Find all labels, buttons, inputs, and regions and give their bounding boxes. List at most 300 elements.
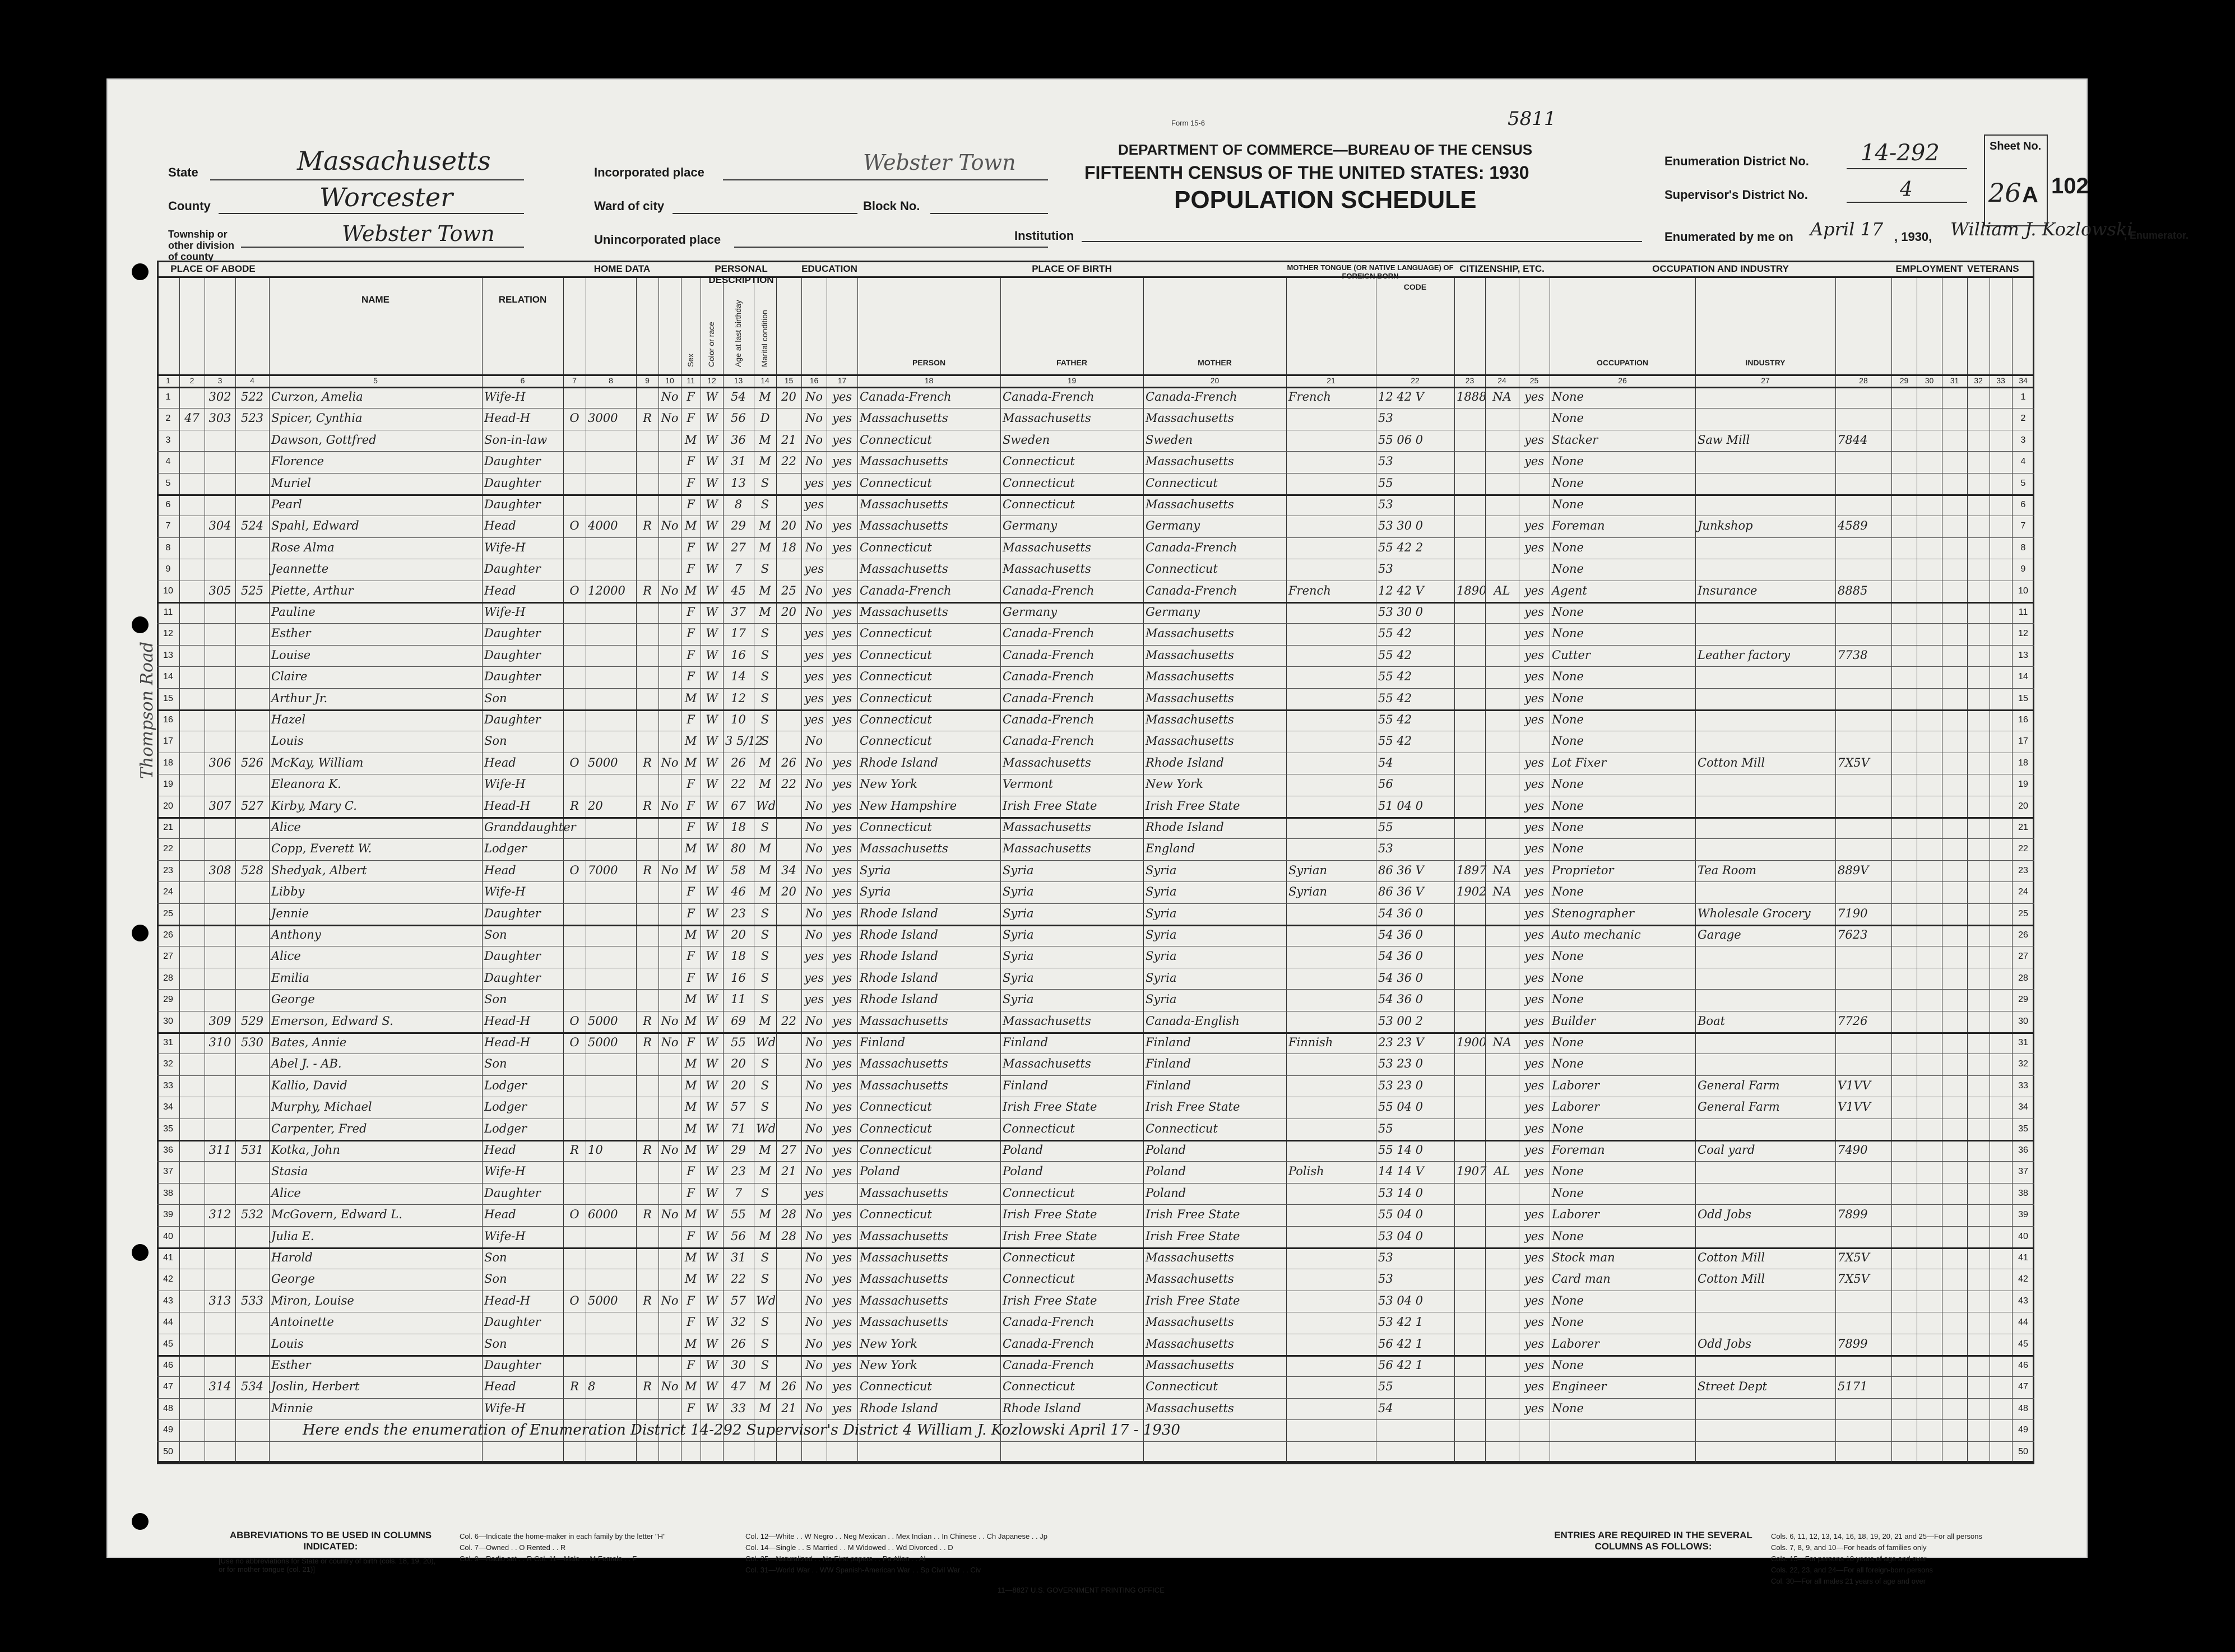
- cell-sex: F: [687, 627, 695, 641]
- cell-sex: F: [687, 390, 695, 403]
- cell-sex: F: [687, 670, 695, 684]
- agency-title: DEPARTMENT OF COMMERCE—BUREAU OF THE CENSUS: [1118, 141, 1533, 158]
- cell-mpob: Massachusetts: [1146, 454, 1234, 468]
- cell-house: 309: [208, 1014, 231, 1028]
- cell-code: 53 04 0: [1378, 1229, 1423, 1243]
- cell-age: 20: [731, 1057, 746, 1071]
- cell-rel: Head: [484, 1208, 516, 1222]
- cell-nat: AL: [1494, 583, 1510, 597]
- row-number: 34: [163, 1102, 173, 1112]
- cell-eng: yes: [1524, 971, 1545, 985]
- row-number: 19: [2018, 779, 2028, 790]
- column-index: 17: [837, 376, 847, 385]
- cell-race: W: [706, 1358, 718, 1372]
- entries-rule-3: Cols. 15—For persons 10 years of age and over: [1771, 1554, 1927, 1563]
- cell-radio: R: [643, 1208, 652, 1222]
- column-index: 18: [924, 376, 934, 385]
- cell-fpob: Finland: [1003, 1036, 1049, 1049]
- row-number: 6: [2020, 500, 2026, 509]
- cell-name: Curzon, Amelia: [271, 390, 363, 403]
- row-divider: [157, 1161, 2034, 1162]
- cell-mpob: Rhode Island: [1146, 755, 1224, 769]
- column-header-industry: INDUSTRY: [1745, 358, 1786, 367]
- cell-rel: Wife-H: [484, 885, 526, 899]
- row-number: 37: [2018, 1167, 2028, 1177]
- row-number: 34: [2018, 1102, 2028, 1112]
- column-divider: [1454, 276, 1455, 1463]
- row-number: 40: [2018, 1231, 2028, 1241]
- cell-rel: Head-H: [484, 799, 531, 813]
- cell-occ: Stenographer: [1552, 906, 1634, 920]
- cell-code: 56: [1378, 777, 1393, 791]
- cell-radio: R: [643, 411, 652, 425]
- column-index: 1: [166, 376, 170, 385]
- cell-radio: R: [643, 1143, 652, 1157]
- column-group-abode: PLACE OF ABODE: [170, 263, 256, 274]
- cell-race: W: [706, 885, 718, 899]
- row-divider: [157, 1140, 2034, 1141]
- column-index: 15: [784, 376, 794, 385]
- cell-pob: Massachusetts: [860, 562, 948, 576]
- cell-school: No: [805, 842, 823, 856]
- cell-mpob: Connecticut: [1146, 476, 1218, 490]
- cell-pob: Massachusetts: [860, 1186, 948, 1200]
- column-header-father: FATHER: [1056, 358, 1087, 367]
- cell-name: Emilia: [271, 971, 309, 985]
- cell-farm: No: [661, 1036, 679, 1049]
- row-divider: [157, 881, 2034, 882]
- cell-school: No: [805, 1100, 823, 1114]
- cell-pob: Canada-French: [860, 390, 952, 403]
- row-divider: [157, 408, 2034, 409]
- cell-pob: Connecticut: [860, 476, 932, 490]
- cell-age: 7: [734, 562, 743, 576]
- cell-eng: yes: [1524, 992, 1545, 1006]
- column-index: 19: [1067, 376, 1077, 385]
- cell-school: No: [805, 755, 823, 769]
- row-number: 10: [163, 586, 173, 596]
- cell-name: Alice: [271, 820, 301, 834]
- cell-fpob: Connecticut: [1003, 498, 1075, 511]
- cell-age: 57: [731, 1293, 746, 1307]
- cell-pob: Massachusetts: [860, 1293, 948, 1307]
- cell-age: 22: [731, 777, 746, 791]
- cell-mar: S: [761, 1337, 769, 1351]
- cell-school: yes: [804, 562, 824, 576]
- cell-read: yes: [832, 1036, 852, 1049]
- cell-sex: F: [687, 971, 695, 985]
- cell-mar: S: [761, 906, 769, 920]
- cell-race: W: [706, 1014, 718, 1028]
- cell-name: Kirby, Mary C.: [271, 799, 357, 813]
- supervisor-value: 4: [1900, 178, 1913, 201]
- population-table: [157, 261, 2034, 1463]
- cell-name: McGovern, Edward L.: [271, 1208, 402, 1222]
- cell-race: W: [706, 1208, 718, 1222]
- cell-sex: F: [687, 1229, 695, 1243]
- cell-mar: S: [761, 713, 769, 726]
- cell-own: O: [569, 1036, 579, 1049]
- cell-fpob: Syria: [1003, 971, 1034, 985]
- cell-read: yes: [832, 1401, 852, 1415]
- cell-school: No: [805, 605, 823, 619]
- column-divider: [563, 276, 564, 1463]
- cell-ind: Boat: [1698, 1014, 1726, 1028]
- cell-age: 29: [731, 1143, 746, 1157]
- cell-race: W: [706, 1100, 718, 1114]
- cell-pob: Rhode Island: [860, 949, 938, 963]
- cell-rel: Head-H: [484, 1036, 531, 1049]
- cell-name: Abel J. - AB.: [271, 1057, 342, 1071]
- cell-pob: New York: [860, 1358, 917, 1372]
- cell-read: yes: [832, 928, 852, 941]
- cell-house: 302: [208, 390, 231, 403]
- cell-code: 53: [1378, 842, 1393, 856]
- cell-rel: Daughter: [484, 713, 541, 726]
- cell-fpob: Connecticut: [1003, 476, 1075, 490]
- cell-name: Spahl, Edward: [271, 519, 359, 533]
- cell-occ: None: [1552, 1229, 1584, 1243]
- cell-age: 37: [731, 605, 746, 619]
- cell-code: 55 42: [1378, 627, 1412, 641]
- row-divider: [157, 925, 2034, 926]
- cell-school: yes: [804, 627, 824, 641]
- cell-school: yes: [804, 691, 824, 705]
- row-number: 21: [163, 823, 173, 832]
- cell-sex: M: [684, 1380, 697, 1394]
- cell-val: 8: [588, 1380, 596, 1394]
- cell-pob: Massachusetts: [860, 605, 948, 619]
- cell-occ: Cutter: [1552, 648, 1591, 662]
- cell-occ: None: [1552, 885, 1584, 899]
- cell-read: yes: [832, 1100, 852, 1114]
- abbrev-col31: Col. 31—World War . . WW Spanish-American War . . Sp Civil War . . Civ: [745, 1566, 981, 1574]
- cell-mpob: Massachusetts: [1146, 691, 1234, 705]
- cell-occ: Foreman: [1552, 1143, 1605, 1157]
- cell-val: 20: [588, 799, 603, 813]
- cell-name: Murphy, Michael: [271, 1100, 372, 1114]
- cell-code: 51 04 0: [1378, 799, 1423, 813]
- cell-occ: None: [1552, 498, 1584, 511]
- cell-icode: 7X5V: [1838, 1251, 1870, 1264]
- cell-rel: Son: [484, 1337, 507, 1351]
- cell-read: yes: [832, 691, 852, 705]
- cell-name: Louise: [271, 648, 311, 662]
- cell-read: yes: [832, 885, 852, 899]
- cell-school: No: [805, 454, 823, 468]
- column-index: 6: [520, 376, 525, 385]
- cell-school: No: [805, 1337, 823, 1351]
- cell-code: 53 04 0: [1378, 1293, 1423, 1307]
- cell-race: W: [706, 842, 718, 856]
- cell-sex: F: [687, 1186, 695, 1200]
- cell-mar: S: [761, 992, 769, 1006]
- supervisor-line: [1847, 202, 1967, 203]
- row-number: 41: [2018, 1253, 2028, 1263]
- cell-pob: Rhode Island: [860, 1401, 938, 1415]
- cell-mar: S: [761, 1272, 769, 1286]
- sheet-page: 102: [2051, 174, 2089, 198]
- cell-sex: M: [684, 1121, 697, 1135]
- cell-eng: yes: [1524, 1293, 1545, 1307]
- cell-occ: None: [1552, 627, 1584, 641]
- cell-school: No: [805, 583, 823, 597]
- cell-code: 86 36 V: [1378, 885, 1424, 899]
- column-index: 12: [707, 376, 716, 385]
- cell-mar: S: [761, 1315, 769, 1329]
- row-number: 27: [2018, 952, 2028, 962]
- cell-school: No: [805, 1164, 823, 1178]
- cell-school: No: [805, 1401, 823, 1415]
- cell-code: 55: [1378, 476, 1393, 490]
- cell-sex: M: [684, 691, 697, 705]
- cell-mar: M: [759, 1014, 771, 1028]
- cell-age: 55: [731, 1036, 746, 1049]
- cell-age: 36: [731, 433, 746, 447]
- cell-mar: M: [759, 583, 771, 597]
- cell-fpob: Canada-French: [1003, 1315, 1095, 1329]
- cell-race: W: [706, 992, 718, 1006]
- cell-sex: M: [684, 734, 697, 748]
- cell-race: W: [706, 562, 718, 576]
- header-bottom: [157, 387, 2034, 388]
- column-header-person: PERSON: [912, 358, 946, 367]
- cell-age: 20: [731, 928, 746, 941]
- supervisor-label: Supervisor's District No.: [1664, 188, 1808, 202]
- cell-icode: 7490: [1838, 1143, 1868, 1157]
- sheet-label: Sheet No.: [1990, 140, 2042, 152]
- cell-sex: F: [687, 411, 695, 425]
- cell-age: 3 5/12: [725, 734, 763, 748]
- cell-pob: Massachusetts: [860, 1229, 948, 1243]
- row-number: 5: [2020, 478, 2026, 488]
- cell-occ: None: [1552, 992, 1584, 1006]
- cell-rel: Son: [484, 1251, 507, 1264]
- cell-agem: 28: [781, 1208, 796, 1222]
- cell-age: 32: [731, 1315, 746, 1329]
- cell-mpob: Canada-French: [1146, 540, 1237, 554]
- cell-eng: yes: [1524, 1100, 1545, 1114]
- cell-race: W: [706, 928, 718, 941]
- cell-rel: Son: [484, 992, 507, 1006]
- cell-house: 307: [208, 799, 231, 813]
- cell-fpob: Poland: [1003, 1143, 1044, 1157]
- cell-read: yes: [832, 1315, 852, 1329]
- cell-fam: 522: [240, 390, 264, 403]
- row-number: 24: [163, 887, 173, 897]
- cell-age: 8: [734, 498, 743, 511]
- cell-fpob: Massachusetts: [1003, 842, 1091, 856]
- row-number: 35: [2018, 1124, 2028, 1134]
- cell-occ: None: [1552, 949, 1584, 963]
- column-group-name: NAME: [361, 294, 390, 305]
- cell-read: yes: [832, 1337, 852, 1351]
- row-number: 44: [163, 1317, 173, 1328]
- row-number: 42: [2018, 1274, 2028, 1284]
- incorporated-value: Webster Town: [863, 150, 1016, 175]
- cell-school: No: [805, 885, 823, 899]
- cell-mar: M: [759, 390, 771, 403]
- cell-school: No: [805, 433, 823, 447]
- cell-sex: F: [687, 885, 695, 899]
- cell-sex: F: [687, 562, 695, 576]
- cell-name: Muriel: [271, 476, 311, 490]
- cell-sex: F: [687, 454, 695, 468]
- enum-district-line: [1847, 168, 1967, 169]
- institution-line: [1082, 241, 1642, 242]
- cell-read: yes: [832, 1272, 852, 1286]
- cell-pob: Connecticut: [860, 1143, 932, 1157]
- cell-occ: None: [1552, 390, 1584, 403]
- row-number: 37: [163, 1167, 173, 1177]
- cell-farm: No: [661, 583, 679, 597]
- cell-rel: Daughter: [484, 562, 541, 576]
- cell-pob: Massachusetts: [860, 1315, 948, 1329]
- cell-mar: M: [759, 605, 771, 619]
- cell-eng: yes: [1524, 433, 1545, 447]
- cell-read: yes: [832, 605, 852, 619]
- cell-code: 55 04 0: [1378, 1208, 1423, 1222]
- cell-fpob: Canada-French: [1003, 734, 1095, 748]
- cell-school: No: [805, 411, 823, 425]
- cell-fpob: Irish Free State: [1003, 1100, 1097, 1114]
- cell-mpob: Poland: [1146, 1143, 1186, 1157]
- enumerated-date: April 17: [1810, 219, 1884, 240]
- column-index: 20: [1210, 376, 1219, 385]
- cell-fam: 523: [240, 411, 264, 425]
- cell-race: W: [706, 906, 718, 920]
- header-bottom: [157, 374, 2034, 376]
- entries-rule-1: Cols. 6, 11, 12, 13, 14, 16, 18, 19, 20, 21 and 25—For all persons: [1771, 1532, 1982, 1540]
- cell-code: 53: [1378, 1251, 1393, 1264]
- cell-val: 4000: [588, 519, 618, 533]
- cell-age: 12: [731, 691, 746, 705]
- row-divider: [157, 989, 2034, 990]
- cell-eng: yes: [1524, 799, 1545, 813]
- cell-mpob: Massachusetts: [1146, 1358, 1234, 1372]
- cell-name: Emerson, Edward S.: [271, 1014, 393, 1028]
- cell-mpob: Syria: [1146, 863, 1177, 877]
- cell-mar: M: [759, 540, 771, 554]
- cell-school: yes: [804, 713, 824, 726]
- cell-age: 58: [731, 863, 746, 877]
- row-number: 4: [2020, 457, 2026, 467]
- cell-race: W: [706, 1229, 718, 1243]
- row-number: 10: [2018, 586, 2028, 596]
- cell-fpob: Canada-French: [1003, 583, 1095, 597]
- cell-mpob: Syria: [1146, 885, 1177, 899]
- cell-rel: Daughter: [484, 1315, 541, 1329]
- cell-mpob: Syria: [1146, 971, 1177, 985]
- cell-tongue: Syrian: [1288, 885, 1328, 899]
- cell-name: Stasia: [271, 1164, 308, 1178]
- cell-eng: yes: [1524, 1401, 1545, 1415]
- cell-occ: Foreman: [1552, 519, 1605, 533]
- unincorporated-line: [734, 247, 1048, 248]
- cell-eng: yes: [1524, 1208, 1545, 1222]
- cell-age: 69: [731, 1014, 746, 1028]
- cell-mpob: Irish Free State: [1146, 1229, 1240, 1243]
- cell-mpob: Massachusetts: [1146, 648, 1234, 662]
- cell-eng: yes: [1524, 1251, 1545, 1264]
- cell-race: W: [706, 755, 718, 769]
- cell-rel: Son: [484, 1057, 507, 1071]
- cell-race: W: [706, 1251, 718, 1264]
- cell-age: 16: [731, 648, 746, 662]
- cell-rel: Wife-H: [484, 777, 526, 791]
- cell-fam: 533: [240, 1293, 264, 1307]
- cell-race: W: [706, 498, 718, 511]
- cell-eng: yes: [1524, 454, 1545, 468]
- cell-rel: Head: [484, 755, 516, 769]
- cell-read: yes: [832, 799, 852, 813]
- abbrev-col12: Col. 12—White . . W Negro . . Neg Mexican . . Mex Indian . . In Chinese . . Ch Japanese . . Jp: [745, 1532, 1048, 1540]
- column-group-employment: EMPLOYMENT: [1895, 263, 1963, 274]
- cell-own: O: [569, 755, 579, 769]
- column-index: 7: [572, 376, 577, 385]
- row-divider: [157, 1183, 2034, 1184]
- cell-mpob: Irish Free State: [1146, 1100, 1240, 1114]
- cell-rel: Head: [484, 863, 516, 877]
- cell-read: yes: [832, 627, 852, 641]
- cell-fam: 534: [240, 1380, 264, 1394]
- cell-race: W: [706, 1036, 718, 1049]
- row-divider: [157, 602, 2034, 604]
- cell-code: 53 23 0: [1378, 1078, 1423, 1092]
- cell-race: W: [706, 1272, 718, 1286]
- cell-tongue: Finnish: [1288, 1036, 1333, 1049]
- cell-age: 26: [731, 1337, 746, 1351]
- cell-read: yes: [832, 992, 852, 1006]
- cell-icode: 4589: [1838, 519, 1868, 533]
- end-of-district-note: Here ends the enumeration of Enumeration District 14-292 Supervisor's District 4 William J. Kozlowski April 17 - 1930: [303, 1422, 1180, 1439]
- cell-occ: None: [1552, 1036, 1584, 1049]
- cell-read: yes: [832, 390, 852, 403]
- cell-ind: Cotton Mill: [1698, 1251, 1765, 1264]
- row-number: 2: [165, 414, 171, 424]
- column-divider: [482, 276, 483, 1463]
- cell-icode: V1VV: [1838, 1100, 1871, 1114]
- cell-age: 54: [731, 390, 746, 403]
- cell-agem: 26: [781, 1380, 796, 1394]
- cell-read: yes: [832, 1078, 852, 1092]
- row-number: 46: [2018, 1361, 2028, 1370]
- cell-eng: yes: [1524, 605, 1545, 619]
- cell-mar: S: [761, 648, 769, 662]
- row-number: 1: [165, 392, 171, 402]
- cell-code: 55 42: [1378, 691, 1412, 705]
- cell-fpob: Massachusetts: [1003, 755, 1091, 769]
- enumerated-year: , 1930,: [1894, 230, 1932, 244]
- cell-val: 3000: [588, 411, 618, 425]
- cell-mar: Wd: [756, 1121, 776, 1135]
- column-index: 14: [761, 376, 769, 385]
- cell-age: 11: [731, 992, 746, 1006]
- column-index: 21: [1327, 376, 1336, 385]
- cell-rel: Daughter: [484, 971, 541, 985]
- column-index: 33: [1996, 376, 2005, 385]
- cell-name: Kotka, John: [271, 1143, 340, 1157]
- cell-occ: None: [1552, 1293, 1584, 1307]
- cell-pob: Poland: [860, 1164, 901, 1178]
- cell-occ: None: [1552, 670, 1584, 684]
- cell-read: yes: [832, 1358, 852, 1372]
- cell-age: 55: [731, 1208, 746, 1222]
- cell-read: yes: [832, 971, 852, 985]
- cell-name: Dawson, Gottfred: [271, 433, 377, 447]
- cell-read: yes: [832, 1164, 852, 1178]
- cell-farm: No: [661, 519, 679, 533]
